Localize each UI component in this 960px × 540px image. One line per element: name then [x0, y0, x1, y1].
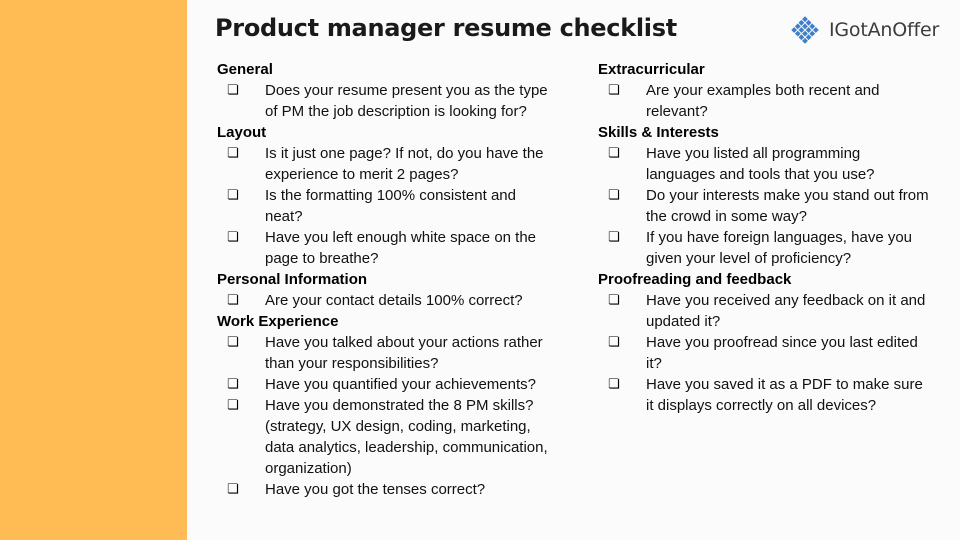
checkbox-icon[interactable]: ❏ — [227, 83, 239, 98]
checklist-item-text: experience to merit 2 pages? — [265, 166, 459, 183]
diamond-grid-icon — [784, 9, 826, 51]
section-title: Skills & Interests — [598, 124, 719, 141]
checklist-item[interactable] — [217, 143, 562, 185]
checklist-item-text: Have you proofread since you last edited — [646, 334, 918, 351]
checklist-item-text: neat? — [265, 208, 303, 225]
checklist-item-text: Are your contact details 100% correct? — [265, 292, 523, 309]
checklist-item-text: organization) — [265, 460, 352, 477]
checkbox-icon[interactable]: ❏ — [227, 230, 239, 245]
checklist-item-text: page to breathe? — [265, 250, 379, 267]
checklist-item[interactable] — [598, 332, 943, 374]
checkbox-icon[interactable]: ❏ — [608, 377, 620, 392]
section-title: Layout — [217, 124, 267, 141]
checklist-item-text: it? — [646, 355, 662, 372]
section-title: Extracurricular — [598, 61, 705, 78]
checklist-item-text: Have you left enough white space on the — [265, 229, 537, 246]
checklist-item-text: Have you demonstrated the 8 PM skills? — [265, 397, 534, 414]
brand-logo — [784, 8, 954, 52]
checklist-item-text: Have you got the tenses correct? — [265, 481, 486, 498]
checklist-item[interactable] — [217, 185, 562, 227]
checklist-item[interactable] — [217, 374, 562, 395]
checkbox-icon[interactable]: ❏ — [608, 293, 620, 308]
section-title: Proofreading and feedback — [598, 271, 792, 288]
checklist-item-text: Have you quantified your achievements? — [265, 376, 536, 393]
checkbox-icon[interactable]: ❏ — [227, 188, 239, 203]
checklist-column-left — [217, 59, 562, 500]
checkbox-icon[interactable]: ❏ — [227, 482, 239, 497]
checklist-item-text: (strategy, UX design, coding, marketing, — [265, 418, 531, 435]
sidebar-accent — [0, 0, 187, 540]
checkbox-icon[interactable]: ❏ — [608, 188, 620, 203]
checklist-item-text: Is it just one page? If not, do you have the — [265, 145, 544, 162]
checklist-item-text: languages and tools that you use? — [646, 166, 875, 183]
checkbox-icon[interactable]: ❏ — [608, 230, 620, 245]
checkbox-icon[interactable]: ❏ — [227, 377, 239, 392]
checklist-item[interactable] — [217, 227, 562, 269]
checklist-item-text: If you have foreign languages, have you — [646, 229, 913, 246]
section-title: Personal Information — [217, 271, 368, 288]
checklist-item-text: Have you listed all programming — [646, 145, 861, 162]
checklist-item-text: Have you talked about your actions rather — [265, 334, 543, 351]
checkbox-icon[interactable]: ❏ — [227, 293, 239, 308]
checklist-item-text: Have you received any feedback on it and — [646, 292, 926, 309]
checklist-item[interactable] — [598, 227, 943, 269]
checklist-item-text: relevant? — [646, 103, 708, 120]
brand-name: IGotAnOffer — [829, 19, 940, 41]
checkbox-icon[interactable]: ❏ — [227, 146, 239, 161]
checkbox-icon[interactable]: ❏ — [227, 398, 239, 413]
checklist-item-text: than your responsibilities? — [265, 355, 439, 372]
checklist-item-text: updated it? — [646, 313, 721, 330]
checklist-item[interactable] — [217, 290, 562, 311]
checklist-item[interactable] — [217, 332, 562, 374]
checkbox-icon[interactable]: ❏ — [227, 335, 239, 350]
checklist-item[interactable] — [598, 80, 943, 122]
checklist-item[interactable] — [598, 185, 943, 227]
checklist-item[interactable] — [598, 374, 943, 416]
page-title: Product manager resume checklist — [215, 14, 677, 42]
checklist-item[interactable] — [598, 143, 943, 185]
checkbox-icon[interactable]: ❏ — [608, 83, 620, 98]
checklist-item-text: Have you saved it as a PDF to make sure — [646, 376, 923, 393]
checklist-item-text: the crowd in some way? — [646, 208, 807, 225]
checklist-item-text: Do your interests make you stand out from — [646, 187, 929, 204]
checklist-item[interactable] — [598, 290, 943, 332]
checkbox-icon[interactable]: ❏ — [608, 335, 620, 350]
section-title: Work Experience — [217, 313, 339, 330]
checklist-item-text: Are your examples both recent and — [646, 82, 880, 99]
checklist-item[interactable] — [217, 479, 562, 500]
section-title: General — [217, 61, 273, 78]
checklist-item-text: data analytics, leadership, communication, — [265, 439, 548, 456]
checklist-item-text: it displays correctly on all devices? — [646, 397, 877, 414]
checklist-item-text: Is the formatting 100% consistent and — [265, 187, 516, 204]
checklist-item-text: given your level of proficiency? — [646, 250, 852, 267]
checklist-item[interactable] — [217, 395, 562, 479]
checklist-item-text: Does your resume present you as the type — [265, 82, 548, 99]
checklist-item-text: of PM the job description is looking for? — [265, 103, 527, 120]
checklist-column-right — [598, 59, 943, 416]
checklist-item[interactable] — [217, 80, 562, 122]
checkbox-icon[interactable]: ❏ — [608, 146, 620, 161]
